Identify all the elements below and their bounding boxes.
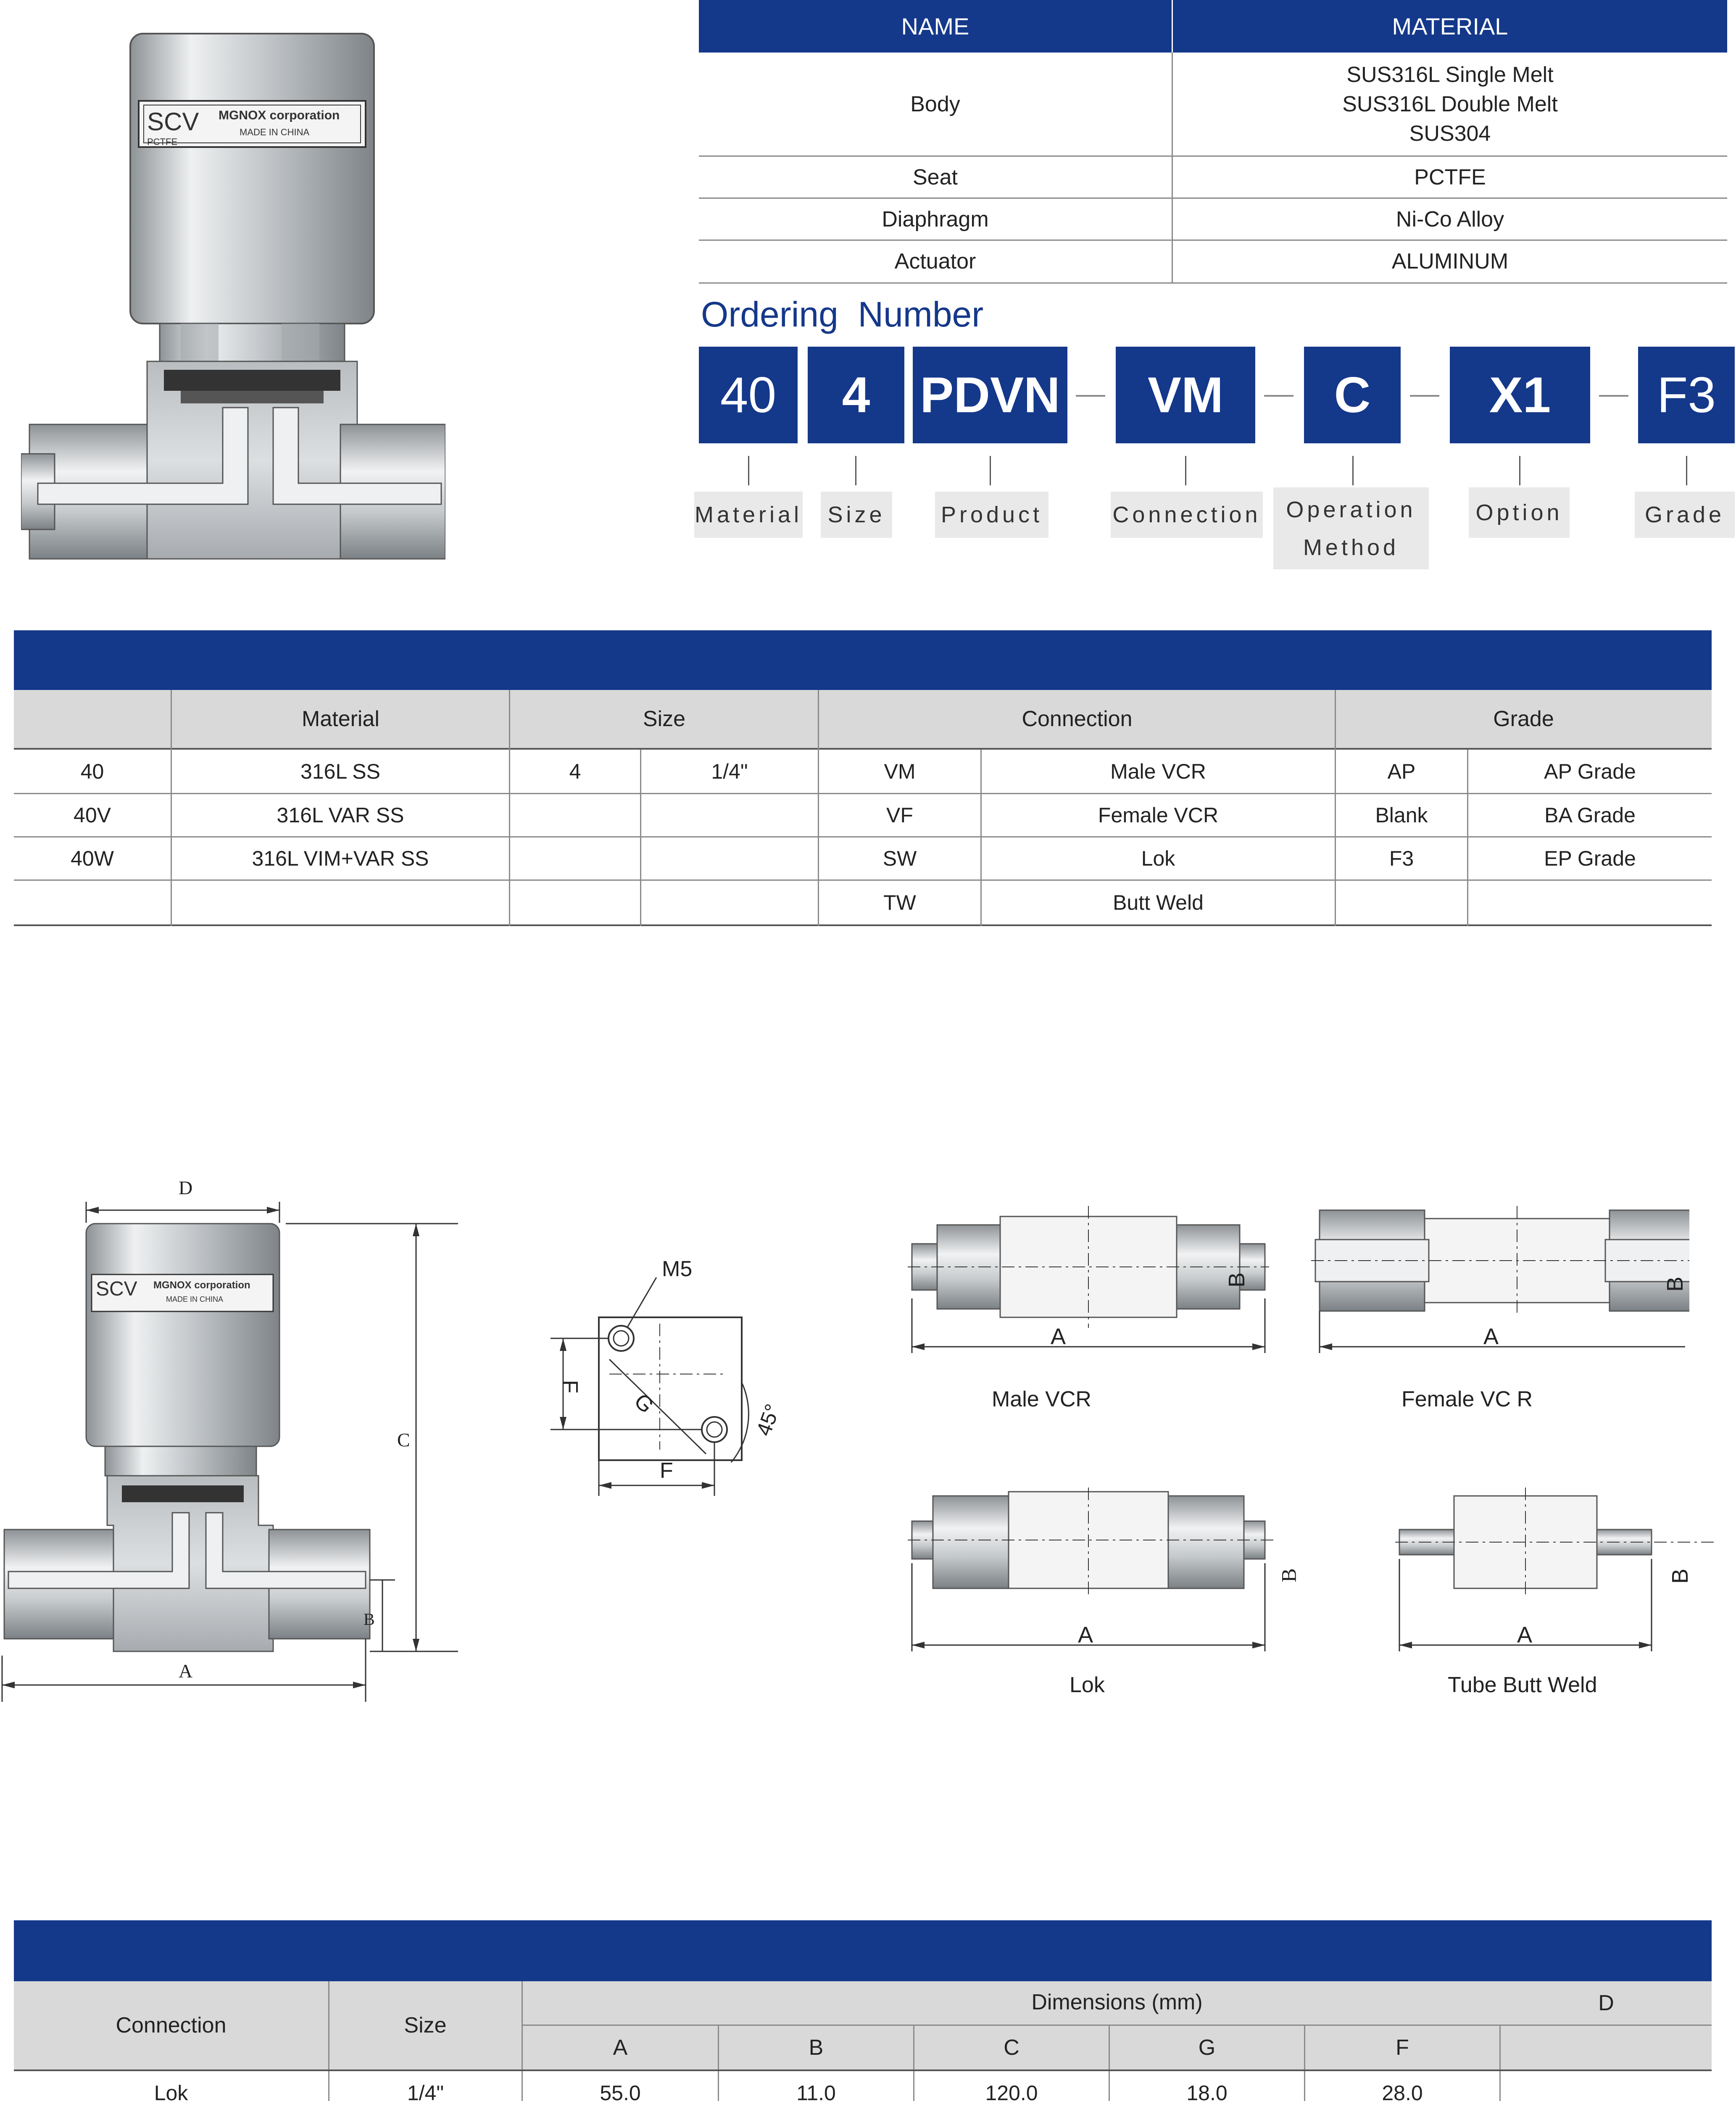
dim-cell: 28.0 xyxy=(1382,2081,1423,2101)
label-operation-method: Operation Method xyxy=(1273,487,1429,569)
dim-header-col: F xyxy=(1396,2035,1409,2060)
male-vcr-caption: Male VCR xyxy=(992,1387,1091,1411)
female-vcr-caption: Female VC R xyxy=(1401,1387,1533,1411)
spec-cell: 1/4" xyxy=(711,759,748,783)
dim-header-col: B xyxy=(809,2035,824,2060)
spec-cell xyxy=(1336,881,1467,924)
dim-cell: 11.0 xyxy=(796,2081,836,2101)
label-size: Size xyxy=(821,492,892,538)
material-value: SUS316L Single Melt xyxy=(1346,62,1554,87)
spec-cell: Male VCR xyxy=(1110,759,1206,783)
dim-header-col: C xyxy=(1004,2035,1019,2060)
dim-header-col: A xyxy=(613,2035,628,2060)
spec-cell: 40W xyxy=(71,847,114,870)
butt-weld-caption: Tube Butt Weld xyxy=(1448,1673,1597,1697)
label-product: Product xyxy=(935,492,1048,538)
mounting-drawing xyxy=(546,1252,819,1513)
dimensions-table xyxy=(14,1920,1712,2101)
spec-cell: AP Grade xyxy=(1544,759,1636,783)
materials-row-diaphragm-name: Diaphragm xyxy=(882,207,989,232)
material-value: SUS316L Double Melt xyxy=(1342,92,1558,116)
male-vcr-dim-a: A xyxy=(1051,1324,1066,1349)
ordering-title: Ordering Number xyxy=(701,295,984,334)
spec-cell: BA Grade xyxy=(1544,803,1636,827)
code-material: 40 xyxy=(699,347,798,443)
materials-table xyxy=(699,0,1727,286)
label-grade: Grade xyxy=(1635,492,1735,538)
drawing-female-vcr xyxy=(1311,1202,1689,1412)
lok-caption: Lok xyxy=(1070,1673,1105,1697)
drawing-lok xyxy=(908,1488,1301,1706)
spec-cell xyxy=(510,881,640,924)
dim-header-col: D xyxy=(1598,1991,1614,2015)
dim-cell: 1/4" xyxy=(407,2081,444,2101)
spec-cell xyxy=(641,794,818,836)
spec-cell: 4 xyxy=(569,759,581,783)
dim-cell: 55.0 xyxy=(600,2081,641,2101)
drawing-tube-butt-weld xyxy=(1395,1488,1715,1706)
butt-weld-dim-b: B xyxy=(1668,1568,1693,1584)
spec-cell: SW xyxy=(882,847,917,870)
spec-cell: TW xyxy=(883,891,916,914)
spec-cell: AP xyxy=(1387,759,1416,783)
spec-table xyxy=(14,630,1712,929)
dim-d-value xyxy=(1501,2071,1712,2101)
spec-cell xyxy=(1468,881,1712,924)
code-size: 4 xyxy=(808,347,904,443)
dim-header-group: Dimensions (mm) xyxy=(1031,1990,1203,2014)
materials-row-body-name: Body xyxy=(910,92,960,116)
spec-cell: Lok xyxy=(1141,847,1175,870)
lok-dim-b: B xyxy=(1277,1568,1301,1582)
drawing-label-origin: MADE IN CHINA xyxy=(166,1295,224,1303)
butt-weld-dim-a: A xyxy=(1517,1622,1533,1648)
code-grade: F3 xyxy=(1638,347,1735,443)
code-connection: VM xyxy=(1116,347,1255,443)
code-option: X1 xyxy=(1450,347,1590,443)
spec-cell: VF xyxy=(886,803,913,827)
spec-cell xyxy=(510,837,640,879)
spec-header-material: Material xyxy=(302,707,379,731)
mount-label-angle: 45° xyxy=(751,1401,785,1439)
dim-label-d: D xyxy=(179,1177,193,1198)
female-vcr-dim-b: B xyxy=(1662,1276,1688,1292)
valve-photo xyxy=(21,29,445,580)
spec-cell: 316L VAR SS xyxy=(277,803,404,827)
valve-dimension-drawing xyxy=(0,1172,466,1710)
mount-label-g: G xyxy=(629,1389,659,1418)
spec-header-connection: Connection xyxy=(1022,707,1133,731)
spec-cell: 40V xyxy=(74,803,111,827)
materials-row-actuator-name: Actuator xyxy=(894,249,976,274)
spec-cell: 316L SS xyxy=(300,759,380,783)
spec-header-size: Size xyxy=(643,707,686,731)
dim-header-size: Size xyxy=(404,2013,447,2038)
code-product: PDVN xyxy=(913,347,1067,443)
lok-dim-a: A xyxy=(1078,1622,1093,1648)
label-brand: SCV xyxy=(147,108,199,136)
dim-cell: 120.0 xyxy=(985,2081,1038,2101)
label-option: Option xyxy=(1469,487,1570,538)
dim-label-a: A xyxy=(179,1660,193,1682)
code-operation: C xyxy=(1304,347,1401,443)
spec-cell xyxy=(641,837,818,879)
label-sub: PCTFE xyxy=(147,137,178,147)
materials-row-diaphragm-value: Ni-Co Alloy xyxy=(1396,207,1504,232)
spec-cell: 316L VIM+VAR SS xyxy=(252,847,429,870)
spec-cell: F3 xyxy=(1389,847,1414,870)
spec-cell: Blank xyxy=(1375,803,1428,827)
spec-cell xyxy=(641,881,818,924)
mount-label-f-horizontal: F xyxy=(660,1459,673,1483)
materials-row-actuator-value: ALUMINUM xyxy=(1391,249,1509,274)
dim-label-c: C xyxy=(397,1429,410,1451)
materials-row-seat-name: Seat xyxy=(913,165,958,190)
materials-header-material: MATERIAL xyxy=(1173,0,1727,53)
mount-label-f-vertical: F xyxy=(557,1380,582,1393)
material-value: SUS304 xyxy=(1409,121,1491,146)
spec-header-grade: Grade xyxy=(1493,707,1554,731)
materials-row-body-values xyxy=(1173,53,1727,155)
female-vcr-dim-a: A xyxy=(1483,1324,1499,1349)
dim-cell: 18.0 xyxy=(1186,2081,1228,2101)
spec-cell: Butt Weld xyxy=(1113,891,1204,914)
label-origin: MADE IN CHINA xyxy=(240,127,310,137)
drawing-label-company: MGNOX corporation xyxy=(153,1280,250,1291)
spec-cell xyxy=(510,794,640,836)
spec-cell xyxy=(14,881,171,924)
male-vcr-dim-b: B xyxy=(1224,1272,1250,1288)
spec-cell xyxy=(172,881,509,924)
mount-label-m5: M5 xyxy=(662,1257,693,1281)
dim-header-col: G xyxy=(1198,2035,1216,2060)
spec-cell: Female VCR xyxy=(1098,803,1219,827)
label-connection: Connection xyxy=(1111,492,1263,538)
drawing-label-brand: SCV xyxy=(96,1278,137,1300)
spec-cell: 40 xyxy=(80,759,104,783)
spec-cell: VM xyxy=(884,759,916,783)
label-company: MGNOX corporation xyxy=(219,108,340,122)
label-material: Material xyxy=(694,492,803,538)
materials-header-name: NAME xyxy=(699,0,1172,53)
dim-label-b: B xyxy=(364,1610,375,1629)
spec-cell: EP Grade xyxy=(1544,847,1636,870)
materials-row-seat-value: PCTFE xyxy=(1414,165,1486,190)
drawing-male-vcr xyxy=(908,1198,1269,1411)
dim-cell: Lok xyxy=(154,2081,188,2101)
dim-header-connection: Connection xyxy=(116,2013,227,2038)
